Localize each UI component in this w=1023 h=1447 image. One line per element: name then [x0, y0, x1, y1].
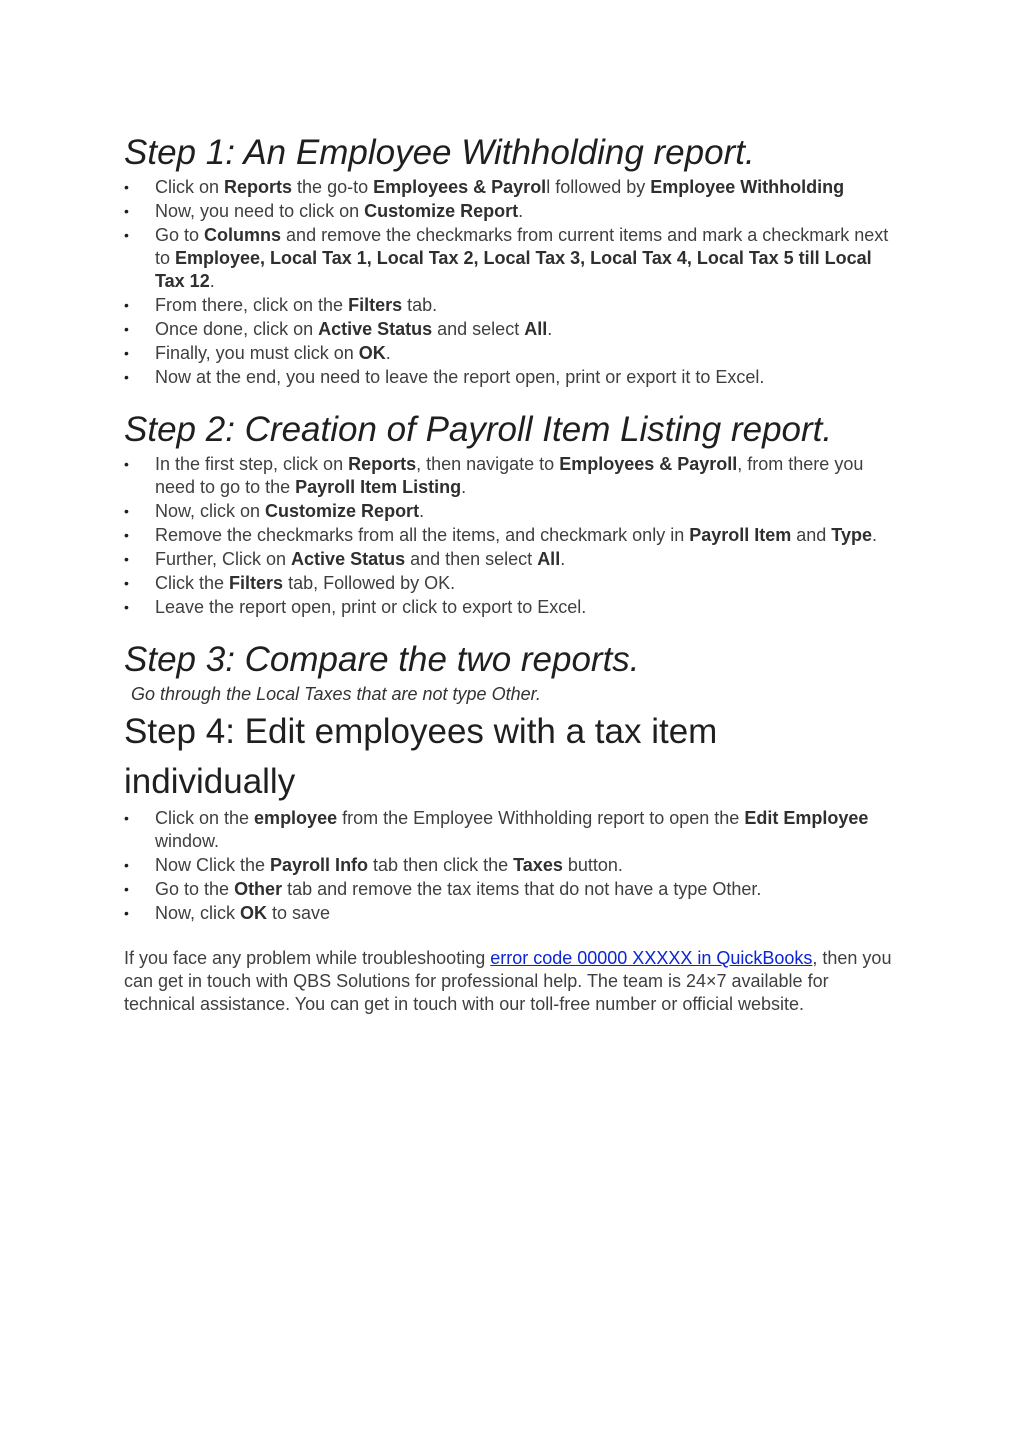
bullet-icon: •	[124, 503, 129, 519]
list-item	[124, 342, 894, 365]
item-text: tab then click the	[368, 855, 514, 875]
bold-term: OK	[240, 903, 268, 923]
bullet-icon: •	[124, 227, 129, 243]
item-text: Go to the	[155, 879, 235, 899]
item-text: to save	[267, 903, 331, 923]
list-item	[124, 500, 894, 523]
item-text: tab.	[402, 295, 438, 315]
item-text: tab, Followed by OK.	[283, 573, 456, 593]
item-text: the go-to	[292, 177, 374, 197]
list-item	[124, 366, 894, 389]
bold-term: Employees & Payroll	[559, 454, 738, 474]
bullet-icon: •	[124, 810, 129, 826]
bullet-icon: •	[124, 345, 129, 361]
bold-term: Payroll Item Listing	[295, 477, 462, 497]
list-item	[124, 902, 894, 925]
item-text: .	[871, 525, 877, 545]
bold-term: Employee Withholding	[650, 177, 845, 197]
item-text: In the first step, click on	[155, 454, 349, 474]
list-item	[124, 854, 894, 877]
bullet-icon: •	[124, 456, 129, 472]
step3-subtext: Go through the Local Taxes that are not type Other.	[131, 684, 541, 704]
bold-term: All	[524, 319, 548, 339]
item-text: Now at the end, you need to leave the report open, print or export it to Excel.	[155, 367, 765, 387]
step2-list	[124, 453, 894, 619]
bullet-icon: •	[124, 905, 129, 921]
bullet-icon: •	[124, 297, 129, 313]
item-text: and	[791, 525, 832, 545]
bullet-icon: •	[124, 575, 129, 591]
bullet-icon: •	[124, 857, 129, 873]
list-item	[124, 453, 894, 499]
list-item	[124, 524, 894, 547]
item-text: Click on	[155, 177, 225, 197]
item-text: Leave the report open, print or click to export to Excel.	[155, 597, 587, 617]
closing-paragraph	[124, 947, 894, 1016]
bold-term: Employees & Payrol	[373, 177, 547, 197]
step3-heading: Step 3: Compare the two reports.	[124, 640, 640, 679]
bold-term: Payroll Item	[689, 525, 792, 545]
item-text: .	[419, 501, 425, 521]
list-item	[124, 807, 894, 853]
bold-term: Type	[831, 525, 872, 545]
item-text: tab and remove the tax items that do not have a type Other.	[282, 879, 762, 899]
bold-term: Reports	[224, 177, 293, 197]
item-text: Click the	[155, 573, 230, 593]
bullet-icon: •	[124, 203, 129, 219]
bold-term: Customize Report	[364, 201, 519, 221]
list-item	[124, 572, 894, 595]
step4-list	[124, 807, 894, 925]
step1-list	[124, 176, 894, 389]
bold-term: OK	[358, 343, 386, 363]
step2-heading: Step 2: Creation of Payroll Item Listing report.	[124, 410, 833, 449]
list-item	[124, 200, 894, 223]
bullet-icon: •	[124, 881, 129, 897]
item-text: .	[560, 549, 566, 569]
list-item	[124, 318, 894, 341]
bold-term: Columns	[204, 225, 282, 245]
item-text: Finally, you must click on	[155, 343, 359, 363]
item-text: Go to	[155, 225, 205, 245]
item-text: .	[547, 319, 553, 339]
bold-term: Customize Report	[265, 501, 420, 521]
item-text: , then navigate to	[416, 454, 560, 474]
list-item	[124, 548, 894, 571]
item-text: and select	[432, 319, 525, 339]
list-item	[124, 878, 894, 901]
bold-term: Other	[234, 879, 283, 899]
item-text: Remove the checkmarks from all the items, and checkmark only in	[155, 525, 690, 545]
bold-term: Filters	[229, 573, 284, 593]
list-item	[124, 596, 894, 619]
bullet-icon: •	[124, 321, 129, 337]
item-text: window.	[155, 831, 220, 851]
item-text: From there, click on the	[155, 295, 349, 315]
item-text: Once done, click on	[155, 319, 319, 339]
bold-term: Reports	[348, 454, 417, 474]
item-text: , from there you need to go to the	[155, 454, 864, 497]
item-text: Now Click the	[155, 855, 271, 875]
bullet-icon: •	[124, 527, 129, 543]
bullet-icon: •	[124, 179, 129, 195]
step4-heading: Step 4: Edit employees with a tax item individually	[124, 712, 718, 801]
bold-term: employee	[254, 808, 338, 828]
closing-text-start: If you face any problem while troubleshooting	[124, 948, 491, 968]
item-text: .	[461, 477, 467, 497]
bold-term: Active Status	[291, 549, 406, 569]
item-text: Now, you need to click on	[155, 201, 365, 221]
error-code-link[interactable]: error code 00000 XXXXX in QuickBooks	[490, 948, 813, 968]
bullet-icon: •	[124, 369, 129, 385]
bold-term: Taxes	[513, 855, 563, 875]
item-text: Now, click on	[155, 501, 266, 521]
item-text: .	[385, 343, 391, 363]
bold-term: Active Status	[318, 319, 433, 339]
item-text: .	[209, 271, 215, 291]
list-item	[124, 224, 894, 293]
item-text: l followed by	[546, 177, 651, 197]
bold-term: Payroll Info	[270, 855, 369, 875]
item-text: .	[518, 201, 524, 221]
bold-term: Edit Employee	[744, 808, 869, 828]
list-item	[124, 294, 894, 317]
bullet-icon: •	[124, 551, 129, 567]
item-text: and then select	[405, 549, 538, 569]
document-content	[124, 130, 894, 1016]
list-item	[124, 176, 894, 199]
item-text: button.	[562, 855, 623, 875]
bold-term: All	[537, 549, 561, 569]
item-text: Now, click	[155, 903, 241, 923]
bold-term: Filters	[348, 295, 403, 315]
bullet-icon: •	[124, 599, 129, 615]
step1-heading: Step 1: An Employee Withholding report.	[124, 133, 755, 172]
item-text: Click on the	[155, 808, 255, 828]
item-text: and remove the checkmarks from current items and mark a checkmark next to	[155, 225, 889, 268]
closing-text-end: , then you can get in touch with QBS Solutions for professional help. The team is 24×7 available for technical assistance. You can get in touch with our toll-free number or official website.	[124, 948, 892, 1014]
item-text: Further, Click on	[155, 549, 292, 569]
bold-term: Employee, Local Tax 1, Local Tax 2, Local Tax 3, Local Tax 4, Local Tax 5 till Local Tax 12	[155, 248, 872, 291]
item-text: from the Employee Withholding report to open the	[337, 808, 745, 828]
